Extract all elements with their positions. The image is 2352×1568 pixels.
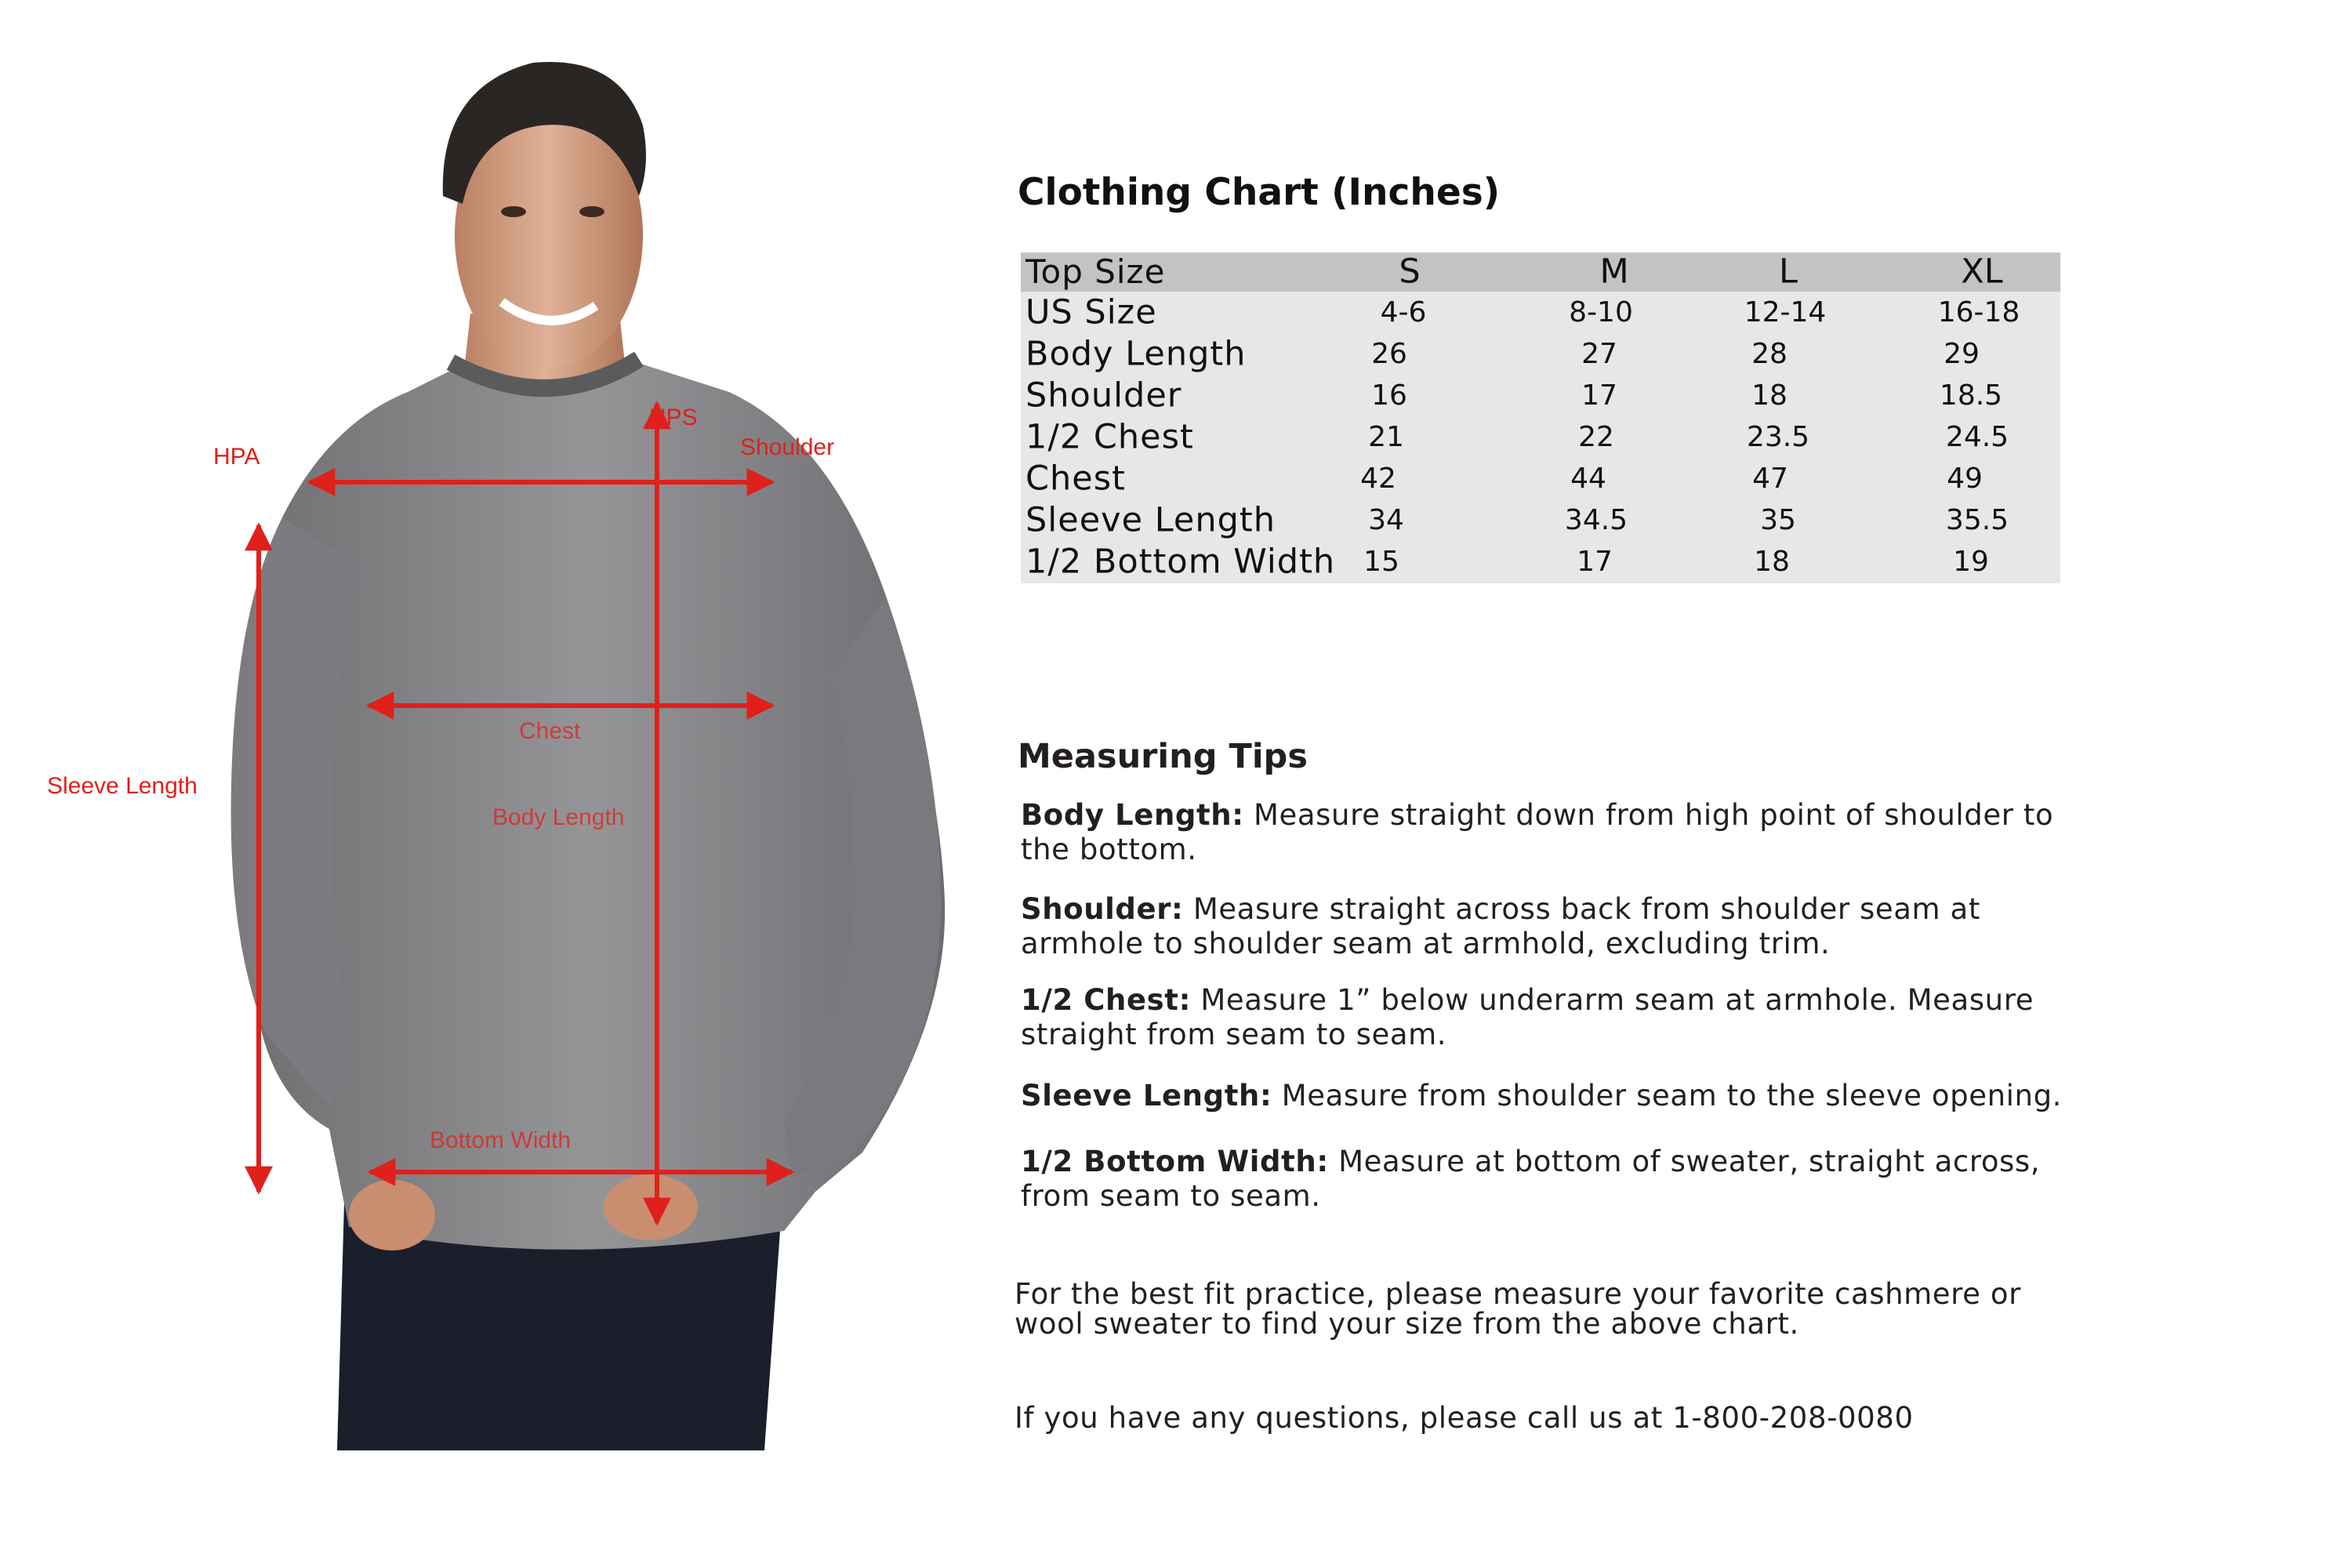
right-hand	[604, 1174, 698, 1240]
tip-term: Shoulder:	[1021, 892, 1184, 926]
table-row	[1021, 375, 2060, 416]
cell-m: 17	[1577, 545, 1613, 578]
cell-xl: 24.5	[1945, 420, 2009, 453]
tip-term: Sleeve Length:	[1021, 1079, 1272, 1112]
cell-m: 8-10	[1569, 296, 1633, 328]
cell-xl: 19	[1953, 545, 1989, 578]
cell-s: 16	[1371, 379, 1407, 412]
header-size-xl: XL	[1961, 252, 2003, 292]
table-header-row	[1021, 252, 2060, 292]
left-hand	[349, 1180, 435, 1250]
header-size-s: S	[1399, 252, 1421, 292]
cell-l: 35	[1760, 503, 1796, 536]
row-label: Body Length	[1025, 334, 1247, 373]
table-row	[1021, 458, 2060, 499]
cell-xl: 16-18	[1937, 296, 2020, 328]
tip-text: Measure straight down from high point of shoulder to the bottom.	[1021, 798, 2054, 866]
tip-term: 1/2 Chest:	[1021, 983, 1191, 1017]
table-row	[1021, 333, 2060, 375]
annotation-shoulder: Shoulder	[740, 434, 835, 460]
header-size-l: L	[1779, 252, 1798, 292]
cell-xl: 29	[1944, 337, 1980, 370]
cell-s: 21	[1368, 420, 1404, 453]
tip-half-chest	[1021, 983, 2071, 1052]
cell-m: 22	[1578, 420, 1614, 453]
cell-s: 42	[1360, 462, 1396, 495]
tip-sleeve-length	[1021, 1079, 2071, 1113]
cell-xl: 49	[1947, 462, 1983, 495]
annotation-sleeve-length: Sleeve Length	[47, 773, 198, 799]
cell-l: 23.5	[1746, 420, 1810, 453]
tip-bottom-width	[1021, 1145, 2071, 1214]
cell-l: 28	[1751, 337, 1788, 370]
cell-l: 18	[1751, 379, 1788, 412]
tip-text: Measure at bottom of sweater, straight across, from seam to seam.	[1021, 1145, 2041, 1213]
row-label: Shoulder	[1025, 376, 1182, 415]
cell-s: 34	[1368, 503, 1404, 536]
table-row	[1021, 292, 2060, 333]
row-label: 1/2 Bottom Width	[1025, 542, 1336, 581]
row-label: 1/2 Chest	[1025, 417, 1194, 456]
tip-text: Measure from shoulder seam to the sleeve opening.	[1272, 1079, 2063, 1112]
cell-l: 12-14	[1744, 296, 1827, 328]
cell-m: 44	[1570, 462, 1606, 495]
cell-xl: 18.5	[1939, 379, 2003, 412]
cell-l: 18	[1754, 545, 1790, 578]
table-row	[1021, 499, 2060, 541]
cell-m: 17	[1581, 379, 1617, 412]
tip-term: 1/2 Bottom Width:	[1021, 1145, 1329, 1178]
annotation-body-length: Body Length	[492, 804, 625, 830]
cell-s: 26	[1371, 337, 1407, 370]
header-label: Top Size	[1025, 252, 1166, 291]
tip-text: Measure straight across back from shoulder seam at armhole to shoulder seam at armhold, excluding trim.	[1021, 892, 1980, 960]
annotation-chest: Chest	[519, 718, 581, 744]
cell-s: 4-6	[1380, 296, 1427, 328]
cell-m: 34.5	[1564, 503, 1628, 536]
tip-term: Body Length:	[1021, 798, 1244, 832]
annotation-bottom-width: Bottom Width	[430, 1127, 572, 1153]
cell-xl: 35.5	[1945, 503, 2009, 536]
cell-l: 47	[1752, 462, 1788, 495]
header-size-m: M	[1599, 252, 1629, 292]
annotation-hpa: HPA	[213, 444, 260, 470]
size-table	[1021, 252, 2060, 583]
tip-body-length	[1021, 798, 2071, 867]
chart-title: Clothing Chart (Inches)	[1018, 171, 1501, 214]
model-illustration	[0, 0, 980, 1458]
left-eye	[501, 206, 526, 217]
tip-shoulder	[1021, 892, 2071, 961]
row-label: US Size	[1025, 292, 1157, 332]
right-eye	[579, 206, 604, 217]
tip-text: Measure 1” below underarm seam at armhole. Measure straight from seam to seam.	[1021, 983, 2034, 1051]
contact-note: If you have any questions, please call us at 1-800-208-0080	[1014, 1401, 1914, 1435]
annotation-hps: HPS	[649, 405, 698, 430]
row-label: Chest	[1025, 459, 1126, 498]
tips-heading: Measuring Tips	[1018, 737, 1308, 776]
row-label: Sleeve Length	[1025, 500, 1276, 539]
table-row	[1021, 541, 2060, 583]
best-fit-note: For the best fit practice, please measure your favorite cashmere or wool sweater to find your size from the above chart.	[1014, 1277, 2021, 1341]
model-figure	[0, 0, 980, 1458]
cell-m: 27	[1581, 337, 1617, 370]
cell-s: 15	[1363, 545, 1399, 578]
table-row	[1021, 416, 2060, 458]
